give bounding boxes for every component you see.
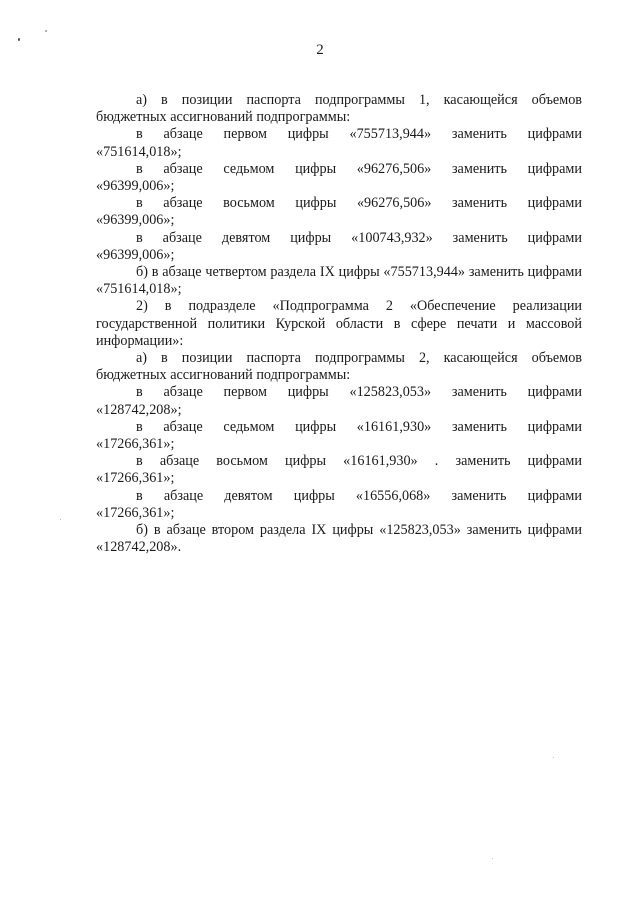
page-number: 2: [316, 42, 324, 58]
paragraph-line: в абзаце восьмом цифры «96276,506» заменить цифрами: [136, 195, 582, 212]
paragraph-line: «96399,006»;: [96, 178, 175, 195]
paragraph-line: в абзаце седьмом цифры «16161,930» заменить цифрами: [136, 418, 582, 435]
paragraph-line: «17266,361»;: [96, 470, 175, 487]
scan-speck: [18, 38, 20, 41]
scan-speck: [60, 519, 61, 520]
paragraph-line: в абзаце седьмом цифры «96276,506» заменить цифрами: [136, 160, 582, 177]
paragraph-line: «751614,018»;: [96, 143, 182, 160]
paragraph-line: «17266,361»;: [96, 504, 175, 521]
scan-speck: [492, 858, 493, 859]
paragraph-line: в абзаце первом цифры «755713,944» заменить цифрами: [136, 126, 582, 143]
paragraph-line: «128742,208»;: [96, 401, 182, 418]
paragraph-line: в абзаце восьмом цифры «16161,930» . заменить цифрами: [136, 453, 582, 470]
paragraph: б) в абзаце четвертом раздела IX цифры «755713,944» заменить цифрами «751614,018»;: [96, 264, 582, 298]
scan-speck: [553, 757, 554, 758]
paragraph-line: в абзаце первом цифры «125823,053» заменить цифрами: [136, 384, 582, 401]
paragraph: б) в абзаце втором раздела IX цифры «125823,053» заменить цифрами «128742,208».: [96, 522, 582, 556]
paragraph-line: «96399,006»;: [96, 246, 175, 263]
paragraph-line: в абзаце девятом цифры «100743,932» заменить цифрами: [136, 229, 582, 246]
paragraph-line: «17266,361»;: [96, 436, 175, 453]
paragraph-line: «96399,006»;: [96, 212, 175, 229]
paragraph: а) в позиции паспорта подпрограммы 2, касающейся объемов бюджетных ассигнований подпрограммы:: [96, 350, 582, 384]
paragraph-line: в абзаце девятом цифры «16556,068» заменить цифрами: [136, 487, 582, 504]
scan-speck: [45, 30, 47, 32]
paragraph: 2) в подразделе «Подпрограмма 2 «Обеспечение реализации государственной политики Курской области в сфере печати и массовой информации»:: [96, 298, 582, 349]
document-body: [96, 92, 582, 556]
paragraph: а) в позиции паспорта подпрограммы 1, касающейся объемов бюджетных ассигнований подпрограммы:: [96, 92, 582, 126]
